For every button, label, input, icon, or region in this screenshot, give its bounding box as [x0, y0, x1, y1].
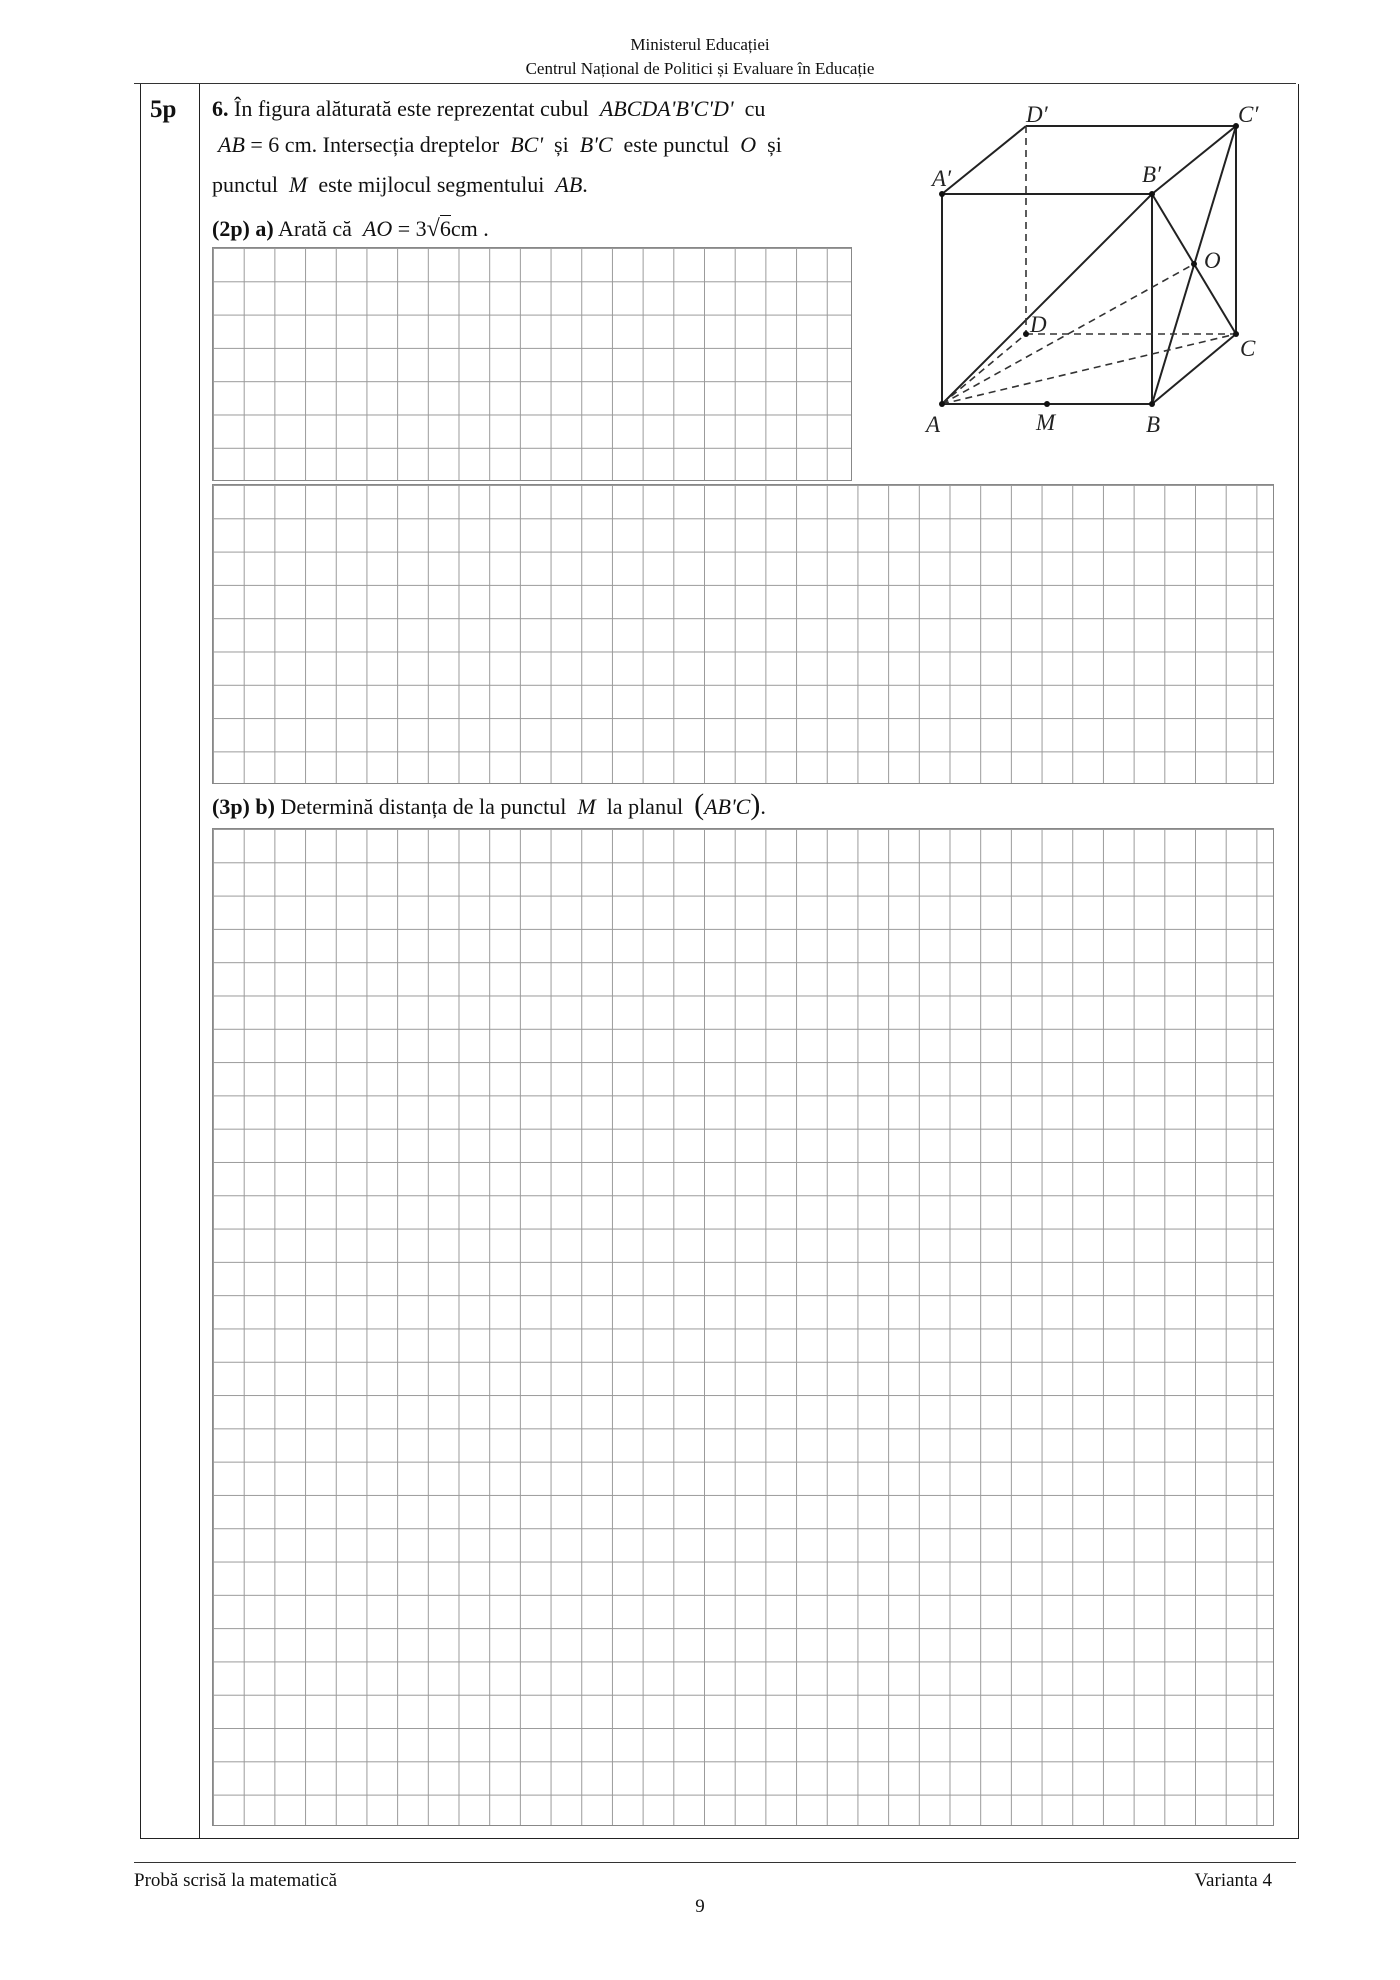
- point-o-dot: [1191, 261, 1197, 267]
- part-a-text: Arată că: [278, 216, 352, 241]
- point-m: M: [577, 794, 596, 819]
- score-label: 5p: [150, 96, 177, 123]
- segment-ab: AB: [555, 172, 583, 197]
- problem-line-2: [218, 130, 782, 160]
- problem-line-1: [212, 94, 765, 124]
- label-m: M: [1036, 410, 1056, 435]
- label-b-prime: B′: [1142, 162, 1162, 187]
- statement-text: .: [582, 172, 588, 197]
- label-o: O: [1204, 248, 1221, 273]
- score-column-divider: [199, 84, 200, 1838]
- vertex-a-prime: [939, 191, 945, 197]
- statement-text: cu: [744, 96, 766, 121]
- edge-a-prime-d-prime: [942, 126, 1026, 194]
- header-ministry: Ministerul Educației: [630, 35, 770, 54]
- cube-name: ABCDA'B'C'D': [599, 96, 734, 121]
- statement-text: .: [760, 794, 766, 819]
- footer-variant: Varianta 4: [1194, 1870, 1272, 1891]
- diagonal-ab-prime: [942, 194, 1152, 404]
- vertex-d: [1023, 331, 1029, 337]
- plane-ab-prime-c: AB'C: [704, 794, 751, 819]
- point-m: M: [289, 172, 308, 197]
- vertex-c: [1233, 331, 1239, 337]
- part-a-statement: [212, 214, 489, 244]
- label-d: D: [1030, 312, 1047, 337]
- plane-close-paren: ): [750, 788, 761, 821]
- label-a-prime: A′: [932, 166, 952, 191]
- part-a-letter: a): [255, 216, 274, 241]
- statement-text: = 6 cm. Intersecția dreptelor: [244, 132, 500, 157]
- segment-ab: AB: [218, 132, 245, 157]
- point-m-dot: [1044, 401, 1050, 407]
- segment-ao: AO: [362, 216, 393, 241]
- part-b-letter: b): [255, 794, 275, 819]
- point-o: O: [740, 132, 757, 157]
- statement-text: și: [767, 132, 782, 157]
- line-bc-prime: BC': [510, 132, 544, 157]
- statement-text: punctul: [212, 172, 278, 197]
- page-number: 9: [695, 1896, 705, 1917]
- footer-rule: [134, 1862, 1296, 1863]
- answer-grid-a[interactable]: [212, 484, 1274, 784]
- answer-grid-a-top[interactable]: [212, 247, 852, 481]
- header-center: Centrul Național de Politici și Evaluare în Educație: [525, 59, 875, 78]
- diagonal-ac-hidden: [942, 334, 1236, 404]
- answer-grid-b[interactable]: [212, 828, 1274, 1826]
- cube-figure: [926, 92, 1270, 442]
- part-b-text: Determină distanța de la punctul: [280, 794, 567, 819]
- problem-line-3: [212, 170, 588, 200]
- part-b-text: la planul: [606, 794, 684, 819]
- label-c: C: [1240, 336, 1256, 361]
- statement-text: În figura alăturată este reprezentat cubul: [234, 96, 589, 121]
- part-a-unit: cm .: [450, 216, 489, 241]
- footer-exam-title: Probă scrisă la matematică: [134, 1870, 338, 1891]
- edge-ad-hidden: [942, 334, 1026, 404]
- line-b-prime-c: B'C: [579, 132, 613, 157]
- statement-text: și: [554, 132, 569, 157]
- segment-ao-hidden: [942, 264, 1194, 404]
- vertex-a: [939, 401, 945, 407]
- vertex-b-prime: [1149, 191, 1155, 197]
- label-d-prime: D′: [1026, 102, 1048, 127]
- statement-text: este punctul: [623, 132, 730, 157]
- part-a-equation: = 3: [392, 216, 427, 241]
- sqrt-argument: 6: [439, 216, 451, 241]
- statement-text: este mijlocul segmentului: [318, 172, 545, 197]
- sqrt-sign: √: [426, 216, 440, 242]
- plane-open-paren: (: [694, 788, 705, 821]
- label-b: B: [1146, 412, 1161, 437]
- problem-number: 6.: [212, 96, 229, 121]
- part-b-points: (3p): [212, 794, 250, 819]
- label-c-prime: C′: [1238, 102, 1259, 127]
- part-b-statement: [212, 790, 766, 822]
- edge-b-prime-c-prime: [1152, 126, 1236, 194]
- part-a-points: (2p): [212, 216, 250, 241]
- label-a: A: [926, 412, 941, 437]
- vertex-b: [1149, 401, 1155, 407]
